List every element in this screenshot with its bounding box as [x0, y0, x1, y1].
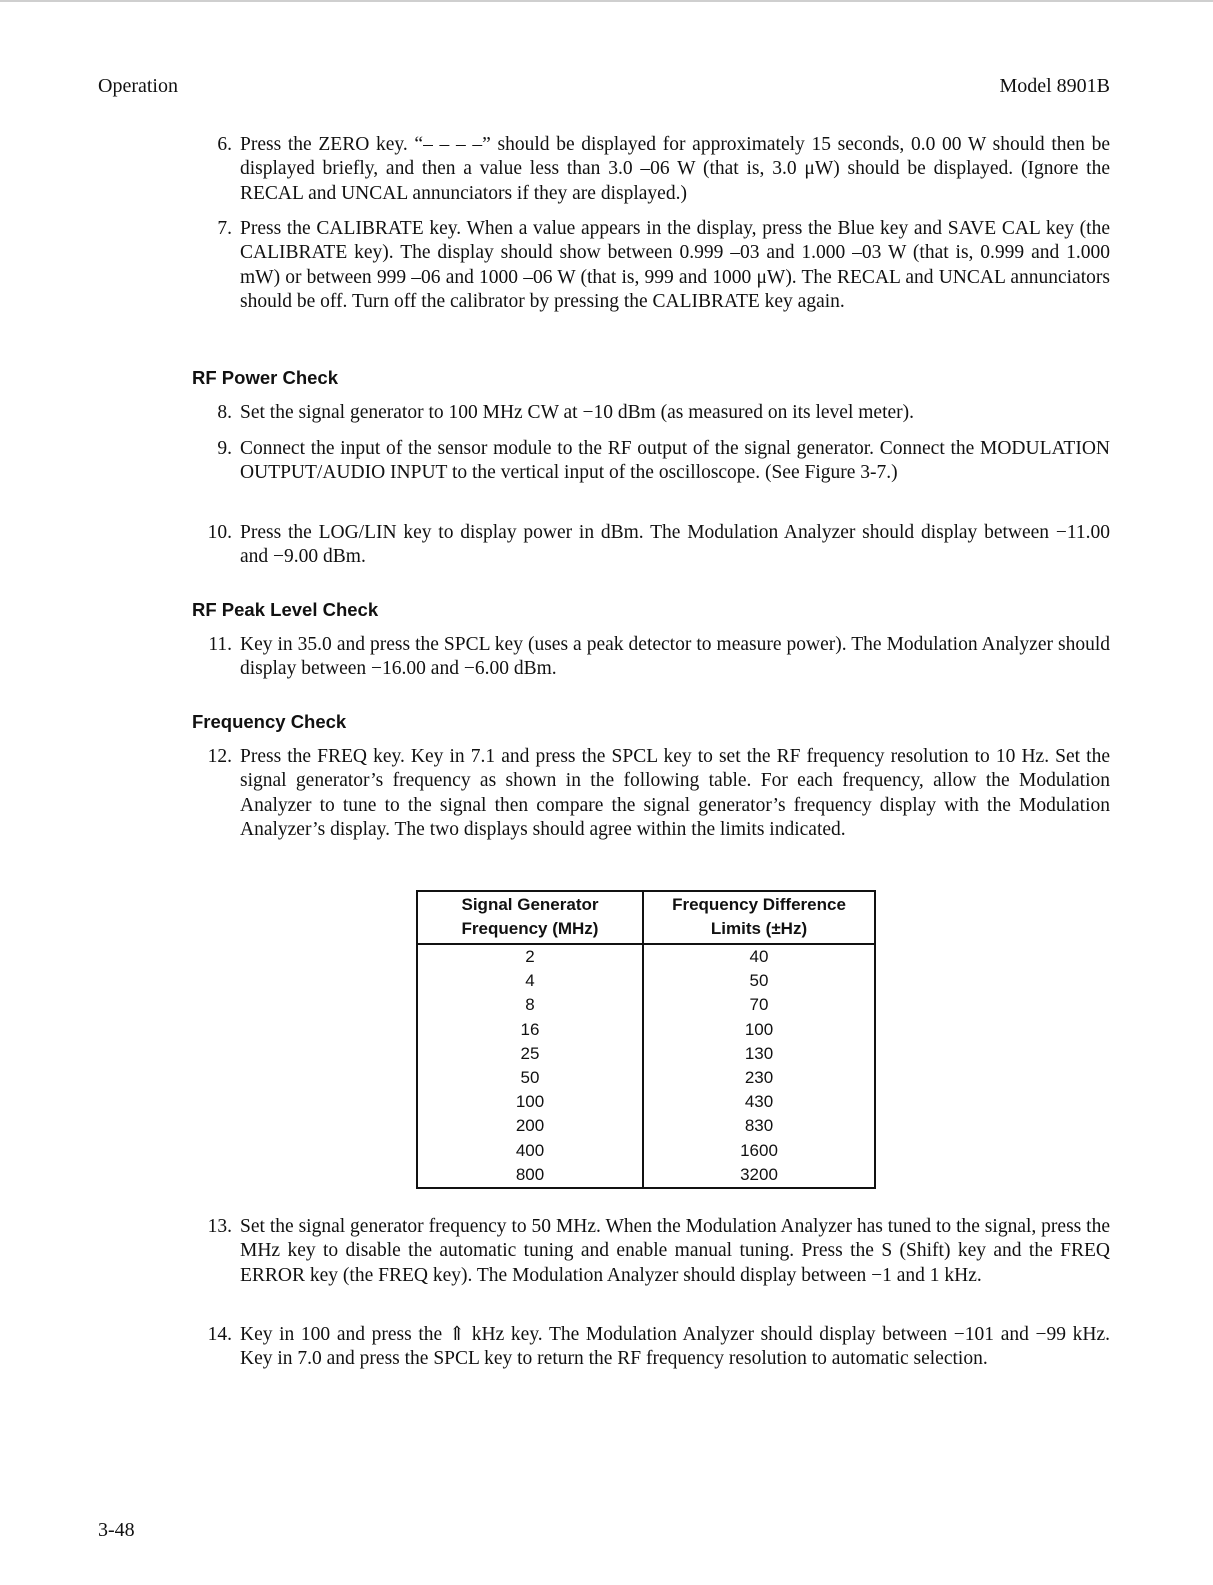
cell-frequency: 2 — [417, 944, 643, 969]
section-heading-frequency-check: Frequency Check — [192, 711, 347, 732]
cell-limit: 70 — [749, 995, 769, 1015]
table-row — [417, 993, 875, 1017]
section-heading-rf-peak-level-check: RF Peak Level Check — [192, 599, 379, 620]
step-number: 14. — [207, 1324, 232, 1345]
table-row — [417, 1018, 875, 1042]
step-number: 13. — [207, 1216, 232, 1237]
step-text: Set the signal generator to 100 MHz CW at −10 dBm (as measured on its level meter). — [240, 402, 915, 423]
step-number: 9. — [217, 438, 232, 459]
cell-frequency: 100 — [417, 1090, 643, 1114]
cell-limit: 100 — [744, 1019, 774, 1039]
cell-frequency: 25 — [417, 1042, 643, 1066]
step-text: Connect the input of the sensor module to the RF output of the signal generator. Connect the MODULATION OUTPUT/AUDIO INPUT to the vertical input of the oscilloscope. (See Figure 3-7.) — [240, 438, 1110, 484]
column-header-signal-generator-frequency: Signal Generator Frequency (MHz) — [417, 891, 643, 944]
table-row — [417, 1066, 875, 1090]
table-row — [417, 1139, 875, 1163]
step-number: 12. — [207, 746, 232, 767]
table-row — [417, 1090, 875, 1114]
step-13 — [207, 1215, 1110, 1288]
step-11 — [208, 633, 1110, 682]
step-9 — [217, 437, 1110, 486]
step-8 — [217, 401, 1110, 425]
cell-limit: 1600 — [740, 1140, 778, 1160]
table-header-row — [417, 891, 875, 944]
table-row — [417, 944, 875, 969]
cell-limit: 3200 — [740, 1164, 778, 1184]
running-header-section: Operation — [98, 75, 178, 97]
cell-limit: 830 — [744, 1116, 774, 1136]
step-number: 8. — [217, 402, 232, 423]
step-number: 10. — [207, 522, 232, 543]
cell-frequency: 4 — [417, 969, 643, 993]
cell-frequency: 400 — [417, 1139, 643, 1163]
step-number: 7. — [217, 218, 232, 239]
cell-limit: 40 — [749, 947, 769, 966]
cell-frequency: 16 — [417, 1018, 643, 1042]
frequency-limits-table — [416, 890, 876, 1189]
step-number: 6. — [217, 134, 232, 155]
step-text: Key in 35.0 and press the SPCL key (uses a peak detector to measure power). The Modulation Analyzer should display between −16.00 and −6.00 dBm. — [240, 634, 1110, 680]
table-row — [417, 1114, 875, 1138]
step-14 — [207, 1323, 1110, 1372]
running-header-model: Model 8901B — [999, 75, 1110, 97]
cell-limit: 50 — [749, 971, 769, 991]
step-text: Press the ZERO key. “– – – –” should be displayed for approximately 15 seconds, 0.0 00 W should then be displayed briefly, and then a value less than 3.0 –06 W (that is, 3.0 μW) should be displayed. (Ignore the RECAL and UNCAL annunciators if they are displayed.) — [240, 134, 1110, 204]
section-heading-rf-power-check: RF Power Check — [192, 367, 338, 388]
cell-limit: 130 — [744, 1043, 774, 1063]
cell-frequency: 800 — [417, 1163, 643, 1188]
step-12 — [207, 745, 1110, 842]
cell-limit: 230 — [744, 1068, 774, 1088]
cell-frequency: 200 — [417, 1114, 643, 1138]
table-row — [417, 969, 875, 993]
page-number: 3-48 — [98, 1519, 135, 1541]
step-text: Press the FREQ key. Key in 7.1 and press the SPCL key to set the RF frequency resolution to 10 Hz. Set the signal generator’s frequency as shown in the following table. For each frequency, allow the Modulation Analyzer to tune to the signal then compare the signal generator’s frequency display with the Modulation Analyzer’s display. The two displays should agree within the limits indicated. — [240, 746, 1110, 840]
column-header-frequency-difference-limits: Frequency Difference Limits (±Hz) — [643, 891, 875, 944]
step-number: 11. — [208, 634, 232, 655]
step-7 — [217, 217, 1110, 314]
cell-frequency: 50 — [417, 1066, 643, 1090]
table-row — [417, 1042, 875, 1066]
step-text: Press the CALIBRATE key. When a value appears in the display, press the Blue key and SAVE CAL key (the CALIBRATE key). The display should show between 0.999 –03 and 1.000 –03 W (that is, 0.999 and 1.000 mW) or between 999 –06 and 1000 –06 W (that is, 999 and 1000 μW). The RECAL and UNCAL annunciators should be off. Turn off the calibrator by pressing the CALIBRATE key again. — [240, 218, 1110, 312]
cell-limit: 430 — [744, 1092, 774, 1112]
table-row — [417, 1163, 875, 1188]
top-rule — [0, 0, 1213, 2]
cell-frequency: 8 — [417, 993, 643, 1017]
step-10 — [207, 521, 1110, 570]
step-6 — [217, 133, 1110, 206]
step-text: Press the LOG/LIN key to display power in dBm. The Modulation Analyzer should display between −11.00 and −9.00 dBm. — [240, 522, 1110, 568]
step-text: Key in 100 and press the ⇑ kHz key. The Modulation Analyzer should display between −101 and −99 kHz. Key in 7.0 and press the SPCL key to return the RF frequency resolution to automatic selection. — [240, 1324, 1110, 1370]
step-text: Set the signal generator frequency to 50 MHz. When the Modulation Analyzer has tuned to the signal, press the MHz key to disable the automatic tuning and enable manual tuning. Press the S (Shift) key and the FREQ ERROR key (the FREQ key). The Modulation Analyzer should display between −1 and 1 kHz. — [240, 1216, 1110, 1286]
